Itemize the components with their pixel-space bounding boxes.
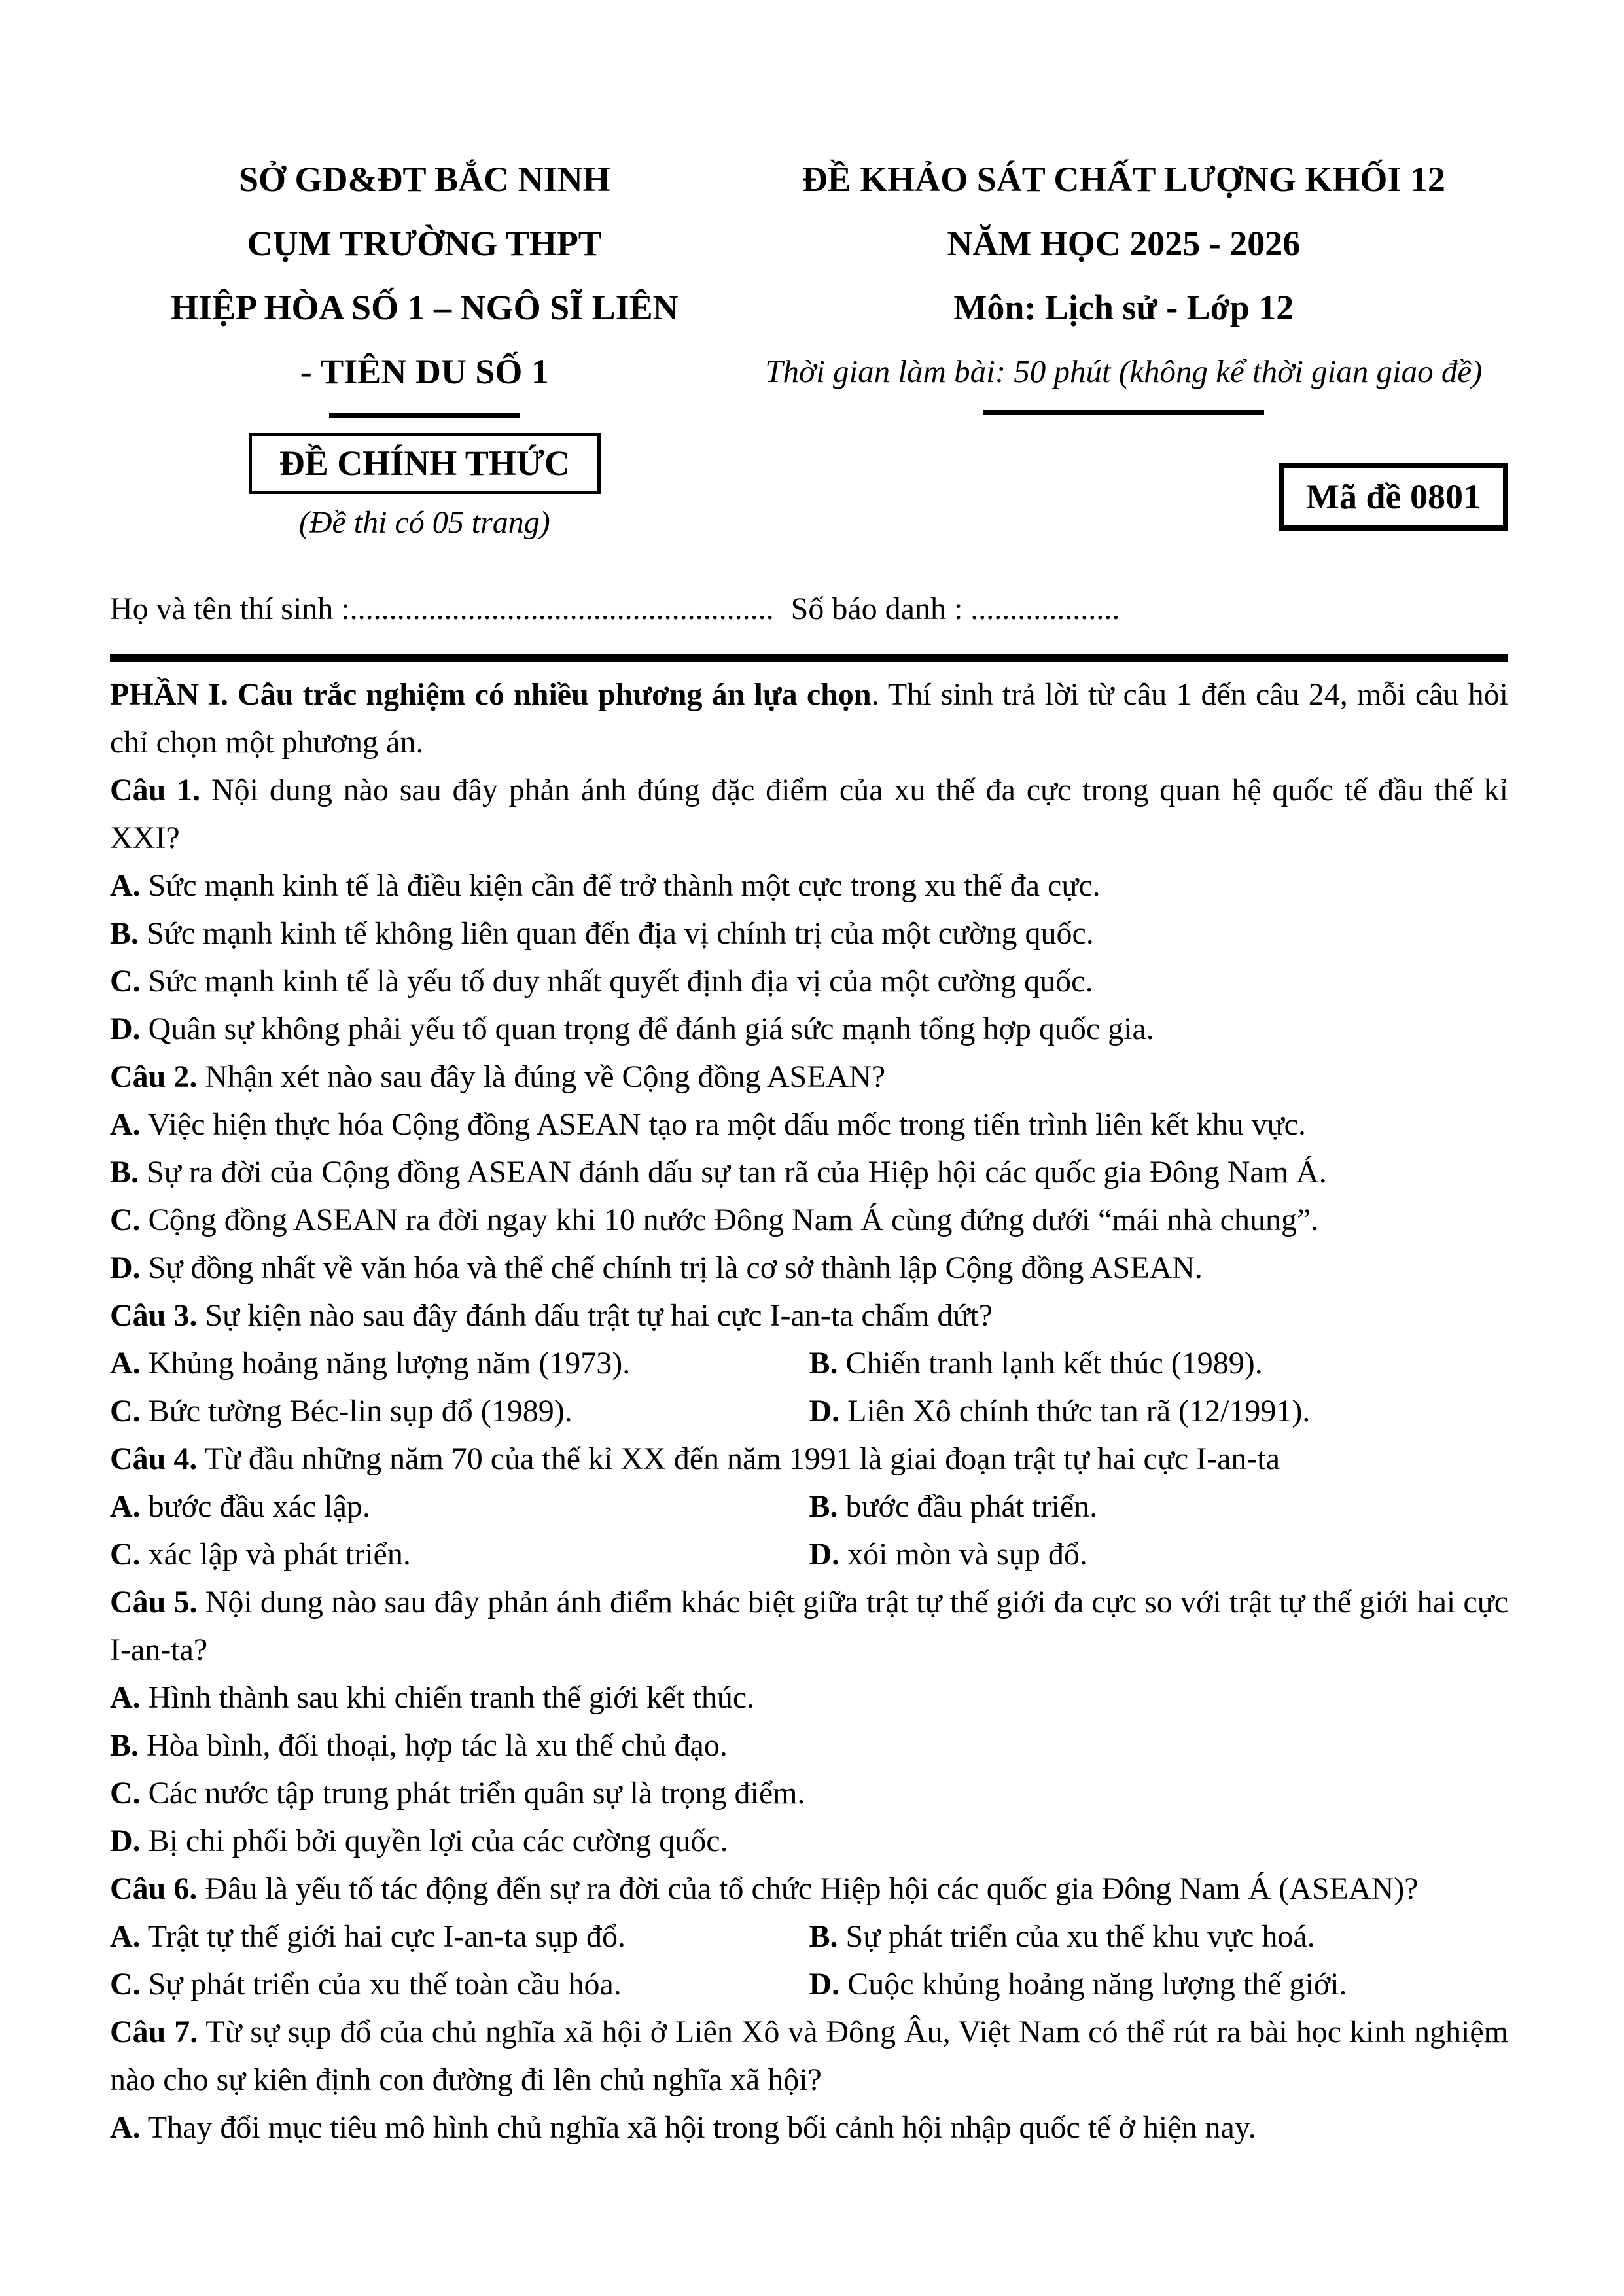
option-letter: A. xyxy=(110,1489,141,1524)
question-2-option-b xyxy=(110,1148,1508,1196)
option-letter: A. xyxy=(110,1346,141,1381)
issuer-line-schools: HIỆP HÒA SỐ 1 – NGÔ SĨ LIÊN xyxy=(170,288,679,327)
part1-heading xyxy=(110,671,1508,766)
question-5-number: Câu 5. xyxy=(110,1585,198,1619)
option-text: Sự phát triển của xu thế toàn cầu hóa. xyxy=(140,1967,622,2002)
option-letter: B. xyxy=(110,1155,139,1190)
option-letter: D. xyxy=(809,1537,840,1572)
option-text: Sự đồng nhất về văn hóa và thể chế chính trị là cơ sở thành lập Cộng đồng ASEAN. xyxy=(140,1250,1203,1285)
option-text: Thay đổi mục tiêu mô hình chủ nghĩa xã hội trong bối cảnh hội nhập quốc tế ở hiện nay. xyxy=(140,2110,1256,2145)
question-1-text xyxy=(110,766,1508,862)
option-letter: D. xyxy=(809,1394,840,1428)
option-text: Chiến tranh lạnh kết thúc (1989). xyxy=(838,1346,1263,1381)
issuer-line-department: SỞ GD&ĐT BẮC NINH xyxy=(239,160,610,199)
duration-line: Thời gian làm bài: 50 phút (không kể thời gian giao đề) xyxy=(765,353,1483,389)
option-text: Sức mạnh kinh tế không liên quan đến địa vị chính trị của một cường quốc. xyxy=(139,916,1094,951)
issuer-line-cluster: CỤM TRƯỜNG THPT xyxy=(247,224,602,263)
option-letter: D. xyxy=(110,1012,141,1046)
option-text: Bức tường Béc-lin sụp đổ (1989). xyxy=(140,1394,573,1428)
question-2-stem: Nhận xét nào sau đây là đúng về Cộng đồng ASEAN? xyxy=(197,1059,886,1094)
option-text: Sự ra đời của Cộng đồng ASEAN đánh dấu sự tan rã của Hiệp hội các quốc gia Đông Nam Á. xyxy=(139,1155,1327,1190)
option-letter: C. xyxy=(110,1967,141,2002)
question-2-option-a xyxy=(110,1101,1508,1148)
question-4-option-a xyxy=(110,1483,809,1530)
option-text: Hình thành sau khi chiến tranh thế giới kết thúc. xyxy=(140,1680,755,1715)
option-letter: A. xyxy=(110,868,141,903)
option-text: Sức mạnh kinh tế là yếu tố duy nhất quyết định địa vị của một cường quốc. xyxy=(140,964,1093,998)
question-3-option-c xyxy=(110,1387,809,1435)
option-letter: D. xyxy=(110,1250,141,1285)
option-text: Quân sự không phải yếu tố quan trọng để đánh giá sức mạnh tổng hợp quốc gia. xyxy=(140,1012,1154,1046)
student-name-label: Họ và tên thí sinh : xyxy=(110,592,350,626)
question-4-number: Câu 4. xyxy=(110,1441,198,1476)
code-block xyxy=(739,433,1508,531)
question-6-text xyxy=(110,1865,1508,1913)
option-text: Sự phát triển của xu thế khu vực hoá. xyxy=(838,1919,1315,1954)
question-7 xyxy=(110,2008,1508,2151)
question-1-option-d xyxy=(110,1005,1508,1053)
question-2-option-d xyxy=(110,1244,1508,1292)
question-4-option-d xyxy=(809,1530,1509,1578)
option-letter: B. xyxy=(110,916,139,951)
option-letter: D. xyxy=(110,1824,141,1858)
exam-header xyxy=(110,147,1508,418)
pages-note: (Đề thi có 05 trang) xyxy=(298,505,550,540)
question-7-number: Câu 7. xyxy=(110,2015,198,2049)
question-3-number: Câu 3. xyxy=(110,1298,198,1333)
title-underline xyxy=(983,410,1264,415)
option-text: xác lập và phát triển. xyxy=(140,1537,411,1572)
option-letter: A. xyxy=(110,2110,141,2145)
option-text: Việc hiện thực hóa Cộng đồng ASEAN tạo ra một dấu mốc trong tiến trình liên kết khu vực. xyxy=(140,1107,1306,1142)
question-list xyxy=(110,766,1508,2151)
question-6-option-b xyxy=(809,1913,1509,1960)
question-2-number: Câu 2. xyxy=(110,1059,198,1094)
question-2-options xyxy=(110,1101,1508,1292)
option-letter: B. xyxy=(110,1728,139,1763)
question-6-option-d xyxy=(809,1960,1509,2008)
question-3-option-b xyxy=(809,1339,1509,1387)
option-text: Các nước tập trung phát triển quân sự là trọng điểm. xyxy=(140,1776,805,1810)
question-4-stem: Từ đầu những năm 70 của thế kỉ XX đến năm 1991 là giai đoạn trật tự hai cực I-an-ta xyxy=(197,1441,1280,1476)
issuer-block xyxy=(110,147,739,418)
question-3-stem: Sự kiện nào sau đây đánh dấu trật tự hai cực I-an-ta chấm dứt? xyxy=(197,1298,993,1333)
question-3-text xyxy=(110,1292,1508,1339)
part1-heading-bold: PHẦN I. Câu trắc nghiệm có nhiều phương án lựa chọn xyxy=(110,677,872,712)
option-text: bước đầu phát triển. xyxy=(838,1489,1098,1524)
option-letter: C. xyxy=(110,1776,141,1810)
official-block xyxy=(110,433,739,540)
question-1-option-b xyxy=(110,910,1508,957)
exam-title-block xyxy=(739,147,1508,415)
option-letter: A. xyxy=(110,1107,141,1142)
exam-body xyxy=(110,671,1508,2151)
student-name-blank: ...................................................... xyxy=(349,592,774,626)
question-7-text xyxy=(110,2008,1508,2104)
option-text: Sức mạnh kinh tế là điều kiện cần để trở thành một cực trong xu thế đa cực. xyxy=(140,868,1101,903)
option-text: xói mòn và sụp đổ. xyxy=(839,1537,1087,1572)
question-4-options xyxy=(110,1483,1508,1578)
student-id-blank: ................... xyxy=(970,592,1120,626)
option-letter: C. xyxy=(110,1537,141,1572)
official-exam-box: ĐỀ CHÍNH THỨC xyxy=(249,433,601,494)
student-info-line xyxy=(110,585,1508,633)
option-text: Trật tự thế giới hai cực I-an-ta sụp đổ. xyxy=(140,1919,626,1954)
question-3-option-d xyxy=(809,1387,1509,1435)
question-6 xyxy=(110,1865,1508,2008)
question-4-option-b xyxy=(809,1483,1509,1530)
option-letter: C. xyxy=(110,1394,141,1428)
option-text: Cộng đồng ASEAN ra đời ngay khi 10 nước Đông Nam Á cùng đứng dưới “mái nhà chung”. xyxy=(140,1203,1319,1237)
issuer-line-school2: - TIÊN DU SỐ 1 xyxy=(300,352,549,391)
student-id-label: Số báo danh : xyxy=(790,592,971,626)
school-year: NĂM HỌC 2025 - 2026 xyxy=(947,224,1301,263)
question-6-options xyxy=(110,1913,1508,2008)
option-letter: C. xyxy=(110,964,141,998)
option-letter: C. xyxy=(110,1203,141,1237)
question-3-options xyxy=(110,1339,1508,1435)
option-letter: B. xyxy=(809,1489,838,1524)
option-letter: A. xyxy=(110,1680,141,1715)
question-5-option-b xyxy=(110,1722,1508,1769)
question-5-option-a xyxy=(110,1674,1508,1722)
subject-line: Môn: Lịch sử - Lớp 12 xyxy=(953,288,1294,327)
question-6-stem: Đâu là yếu tố tác động đến sự ra đời của tổ chức Hiệp hội các quốc gia Đông Nam Á (ASEAN)? xyxy=(197,1871,1419,1906)
question-6-option-a xyxy=(110,1913,809,1960)
question-2-option-c xyxy=(110,1196,1508,1244)
question-2-text xyxy=(110,1053,1508,1101)
question-7-stem: Từ sự sụp đổ của chủ nghĩa xã hội ở Liên Xô và Đông Âu, Việt Nam có thể rút ra bài học kinh nghiệm nào cho sự kiên định con đường đi lên chủ nghĩa xã hội? xyxy=(110,2015,1509,2097)
question-7-option-a xyxy=(110,2104,1508,2151)
option-letter: A. xyxy=(110,1919,141,1954)
question-5-text xyxy=(110,1578,1508,1674)
question-3-option-a xyxy=(110,1339,809,1387)
section-divider xyxy=(110,654,1508,662)
question-1-option-c xyxy=(110,957,1508,1005)
question-6-number: Câu 6. xyxy=(110,1871,198,1906)
question-1-stem: Nội dung nào sau đây phản ánh đúng đặc điểm của xu thế đa cực trong quan hệ quốc tế đầu thế kỉ XXI? xyxy=(110,773,1509,855)
question-1-number: Câu 1. xyxy=(110,773,201,807)
question-5-stem: Nội dung nào sau đây phản ánh điểm khác biệt giữa trật tự thế giới đa cực so với trật tự thế giới hai cực I-an-ta? xyxy=(110,1585,1509,1667)
option-text: Liên Xô chính thức tan rã (12/1991). xyxy=(839,1394,1311,1428)
option-letter: D. xyxy=(809,1967,840,2002)
question-5-option-d xyxy=(110,1817,1508,1865)
option-text: Khủng hoảng năng lượng năm (1973). xyxy=(140,1346,631,1381)
question-4 xyxy=(110,1435,1508,1578)
question-7-options xyxy=(110,2104,1508,2151)
question-2 xyxy=(110,1053,1508,1292)
option-letter: B. xyxy=(809,1919,838,1954)
question-5-options xyxy=(110,1674,1508,1865)
question-1 xyxy=(110,766,1508,1053)
issuer-underline xyxy=(329,413,520,418)
question-4-option-c xyxy=(110,1530,809,1578)
option-text: Hòa bình, đối thoại, hợp tác là xu thế chủ đạo. xyxy=(139,1728,728,1763)
question-4-text xyxy=(110,1435,1508,1483)
subheader xyxy=(110,433,1508,540)
question-1-option-a xyxy=(110,862,1508,910)
question-6-option-c xyxy=(110,1960,809,2008)
question-5-option-c xyxy=(110,1769,1508,1817)
question-3 xyxy=(110,1292,1508,1435)
option-text: Cuộc khủng hoảng năng lượng thế giới. xyxy=(839,1967,1347,2002)
option-text: Bị chi phối bởi quyền lợi của các cường quốc. xyxy=(140,1824,728,1858)
exam-title: ĐỀ KHẢO SÁT CHẤT LƯỢNG KHỐI 12 xyxy=(802,160,1445,199)
exam-code-box: Mã đề 0801 xyxy=(1279,463,1508,531)
question-5 xyxy=(110,1578,1508,1865)
part1-heading-rest: . Thí sinh trả lời từ câu 1 đến câu 24, mỗi câu hỏi chỉ chọn một phương án. xyxy=(110,677,1508,760)
option-text: bước đầu xác lập. xyxy=(140,1489,370,1524)
option-letter: B. xyxy=(809,1346,838,1381)
question-1-options xyxy=(110,862,1508,1053)
